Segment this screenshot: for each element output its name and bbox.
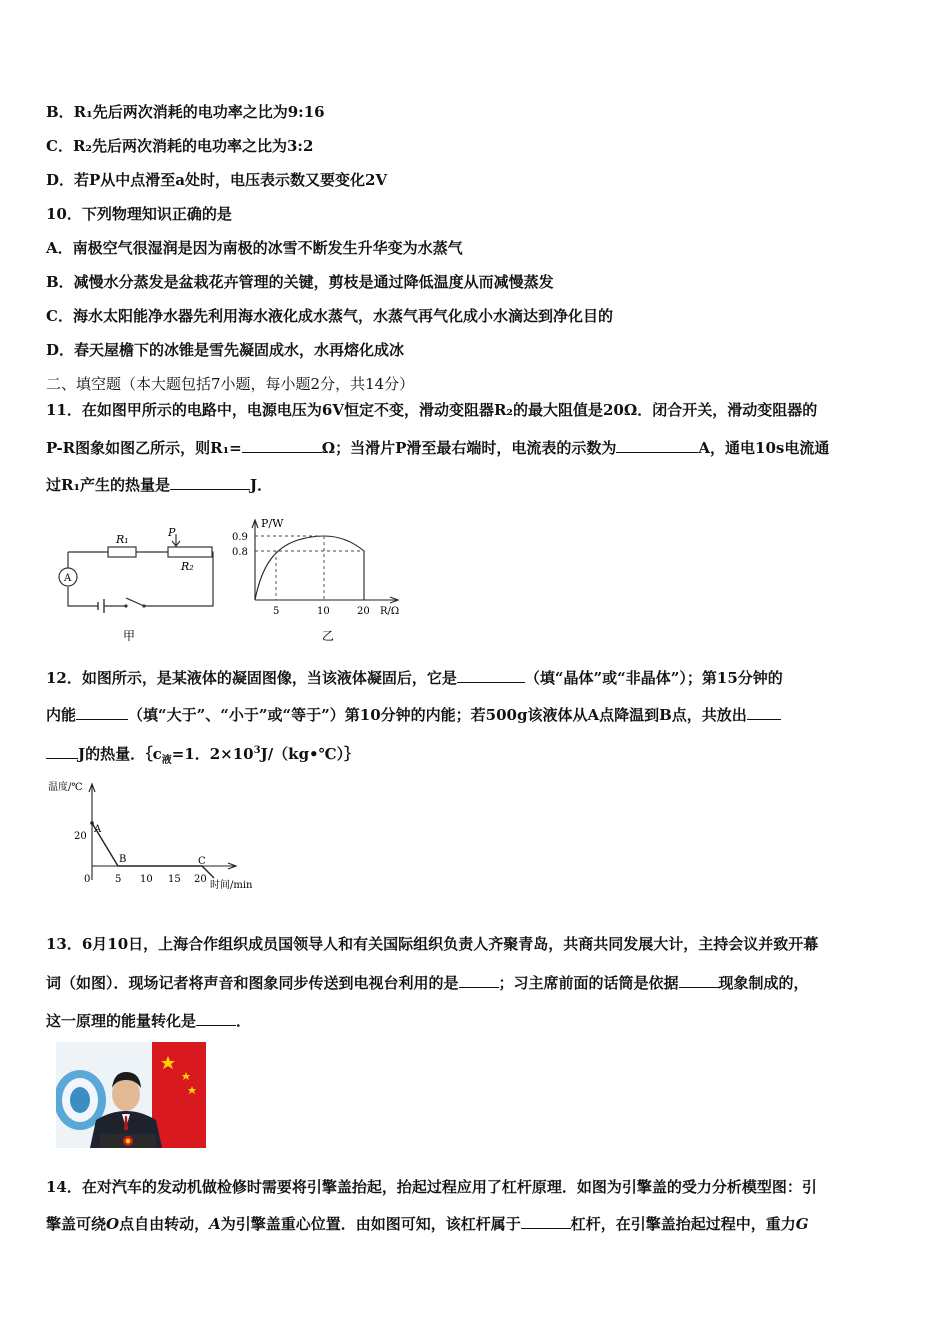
q12-superscript: 3	[253, 745, 261, 756]
q11-line3-text-a: 过R₁产生的热量是	[46, 476, 171, 494]
solidification-graph	[46, 776, 271, 906]
resistor-r1	[108, 547, 136, 557]
q11-line2-text-b: Ω；当滑片P滑至最右端时，电流表的示数为	[321, 439, 617, 457]
q11-line1: 11．在如图甲所示的电路中，电源电压为6V恒定不变，滑动变阻器R₂的最大阻值是20Ω．闭合开关，滑动变阻器的	[46, 401, 818, 419]
q14-line2-text-b: 点自由转动，	[119, 1215, 210, 1233]
q14-line1: 14．在对汽车的发动机做检修时需要将引擎盖抬起，抬起过程应用了杠杆原理．如图为引擎盖的受力分析模型图：引	[46, 1178, 817, 1196]
q12-line1-text-a: 12．如图所示，是某液体的凝固图像，当该液体凝固后，它是	[46, 669, 457, 687]
q12-line3	[46, 741, 904, 771]
q10-option-b: B．减慢水分蒸发是盆栽花卉管理的关键，剪枝是通过降低温度从而减慢蒸发	[46, 273, 554, 291]
axis-label-p: P/W	[261, 517, 284, 530]
section-2-heading: 二、填空题（本大题包括7小题，每小题2分，共14分）	[46, 375, 415, 393]
answer-blank[interactable]	[76, 704, 128, 720]
q13-line3	[46, 1010, 904, 1031]
q12-line2-text-b: （填“大于”、“小于”或“等于”）第10分钟的内能；若500g该液体从A点降温到B点，共放出	[128, 706, 747, 724]
label-p: P	[168, 526, 176, 539]
q9-option-c: C．R₂先后两次消耗的电功率之比为3:2	[46, 137, 314, 155]
speech-photo	[56, 1042, 206, 1148]
point-c: C	[198, 856, 206, 867]
q14-point-a: A	[209, 1215, 221, 1233]
q13-line2	[46, 972, 904, 993]
tick-20-time: 20	[194, 874, 207, 885]
tick-20: 20	[357, 606, 370, 617]
q11-line2-text-c: A，通电10s电流通	[698, 439, 830, 457]
q13-line2-text-c: 现象制成的，	[718, 974, 809, 992]
q13-line1: 13．6月10日，上海合作组织成员国领导人和有关国际组织负责人齐聚青岛，共商共同发展大计，主持会议并致开幕	[46, 935, 819, 953]
q13-line2-text-a: 词（如图）．现场记者将声音和图象同步传送到电视台利用的是	[46, 974, 459, 992]
caption-yi: 乙	[322, 629, 335, 643]
axis-label-time: 时间/min	[210, 880, 253, 891]
answer-blank[interactable]	[242, 437, 322, 453]
answer-blank[interactable]	[196, 1010, 236, 1026]
microphone-left	[118, 1118, 121, 1134]
label-r2: R₂	[181, 560, 194, 573]
label-r1: R₁	[116, 533, 129, 546]
q12-line2	[46, 704, 904, 725]
q11-line3	[46, 474, 904, 495]
q14-line2-text-d: 杠杆，在引擎盖抬起过程中，重力	[570, 1215, 796, 1233]
point-b: B	[119, 854, 127, 865]
tick-15-time: 15	[168, 874, 181, 885]
answer-blank[interactable]	[457, 667, 525, 683]
answer-blank[interactable]	[521, 1213, 571, 1229]
q12-subscript: 液	[161, 755, 172, 766]
answer-blank[interactable]	[616, 437, 698, 453]
answer-blank[interactable]	[459, 972, 499, 988]
axis-label-temperature: 温度/℃	[48, 782, 83, 793]
q12-line3-text-d: J/（kg•℃）｝	[260, 745, 360, 763]
circuit-diagram-jia	[48, 522, 223, 646]
q12-line2-text-a: 内能	[46, 706, 77, 724]
q13-line3-text-b: ．	[236, 1012, 252, 1030]
q9-option-d: D．若P从中点滑至a处时，电压表示数又要变化2V	[46, 171, 388, 189]
tick-5: 5	[273, 606, 280, 617]
q14-line2-text-a: 擎盖可绕	[46, 1215, 107, 1233]
q11-line2	[46, 437, 904, 458]
answer-blank[interactable]	[747, 704, 781, 720]
q12-line3-text-b: J的热量．｛c	[78, 745, 162, 763]
axis-label-r: R/Ω	[380, 606, 400, 617]
point-a: A	[94, 824, 102, 835]
microphone-right	[132, 1118, 135, 1134]
tick-0.9: 0.9	[232, 532, 248, 543]
q14-line2	[46, 1213, 904, 1234]
q10-option-d: D．春天屋檐下的冰锥是雪先凝固成水，水再熔化成冰	[46, 341, 405, 359]
q10-option-c: C．海水太阳能净水器先利用海水液化成水蒸气，水蒸气再气化成小水滴达到净化目的	[46, 307, 613, 325]
tick-10-time: 10	[140, 874, 153, 885]
flag	[152, 1042, 206, 1148]
switch	[126, 598, 144, 606]
q11-line3-text-b: J．	[250, 476, 273, 494]
q13-line3-text-a: 这一原理的能量转化是	[46, 1012, 197, 1030]
q10-option-a: A．南极空气很湿润是因为南极的冰雪不断发生升华变为水蒸气	[46, 239, 463, 257]
answer-blank[interactable]	[170, 474, 250, 490]
tick-5-time: 5	[115, 874, 122, 885]
q12-line1	[46, 667, 904, 688]
q11-line2-text-a: P-R图象如图乙所示，则R₁=	[46, 439, 242, 457]
resistor-r2	[168, 547, 212, 557]
tick-20-temp: 20	[74, 831, 87, 842]
tick-0.8: 0.8	[232, 547, 248, 558]
label-ammeter: A	[64, 573, 72, 584]
caption-jia: 甲	[123, 629, 136, 643]
q14-point-o: O	[106, 1215, 120, 1233]
battery	[98, 599, 104, 613]
q10-stem: 10．下列物理知识正确的是	[46, 205, 232, 223]
answer-blank-continued[interactable]	[46, 743, 78, 759]
q12-line1-text-b: （填“晶体”或“非晶体”）；第15分钟的	[524, 669, 783, 687]
answer-blank[interactable]	[679, 972, 719, 988]
pr-graph-yi	[228, 514, 413, 646]
tick-10: 10	[317, 606, 330, 617]
q13-line2-text-b: ；习主席前面的话筒是依据	[498, 974, 679, 992]
origin-label: 0	[84, 874, 91, 885]
q12-line3-text-c: =1．2×10	[171, 745, 254, 763]
q14-line2-text-c: 为引擎盖重心位置．由如图可知，该杠杆属于	[220, 1215, 521, 1233]
q14-gravity-g: G	[795, 1215, 809, 1233]
q9-option-b: B．R₁先后两次消耗的电功率之比为9:16	[46, 103, 325, 121]
pr-curve	[255, 536, 364, 600]
cooling-curve	[92, 823, 214, 878]
